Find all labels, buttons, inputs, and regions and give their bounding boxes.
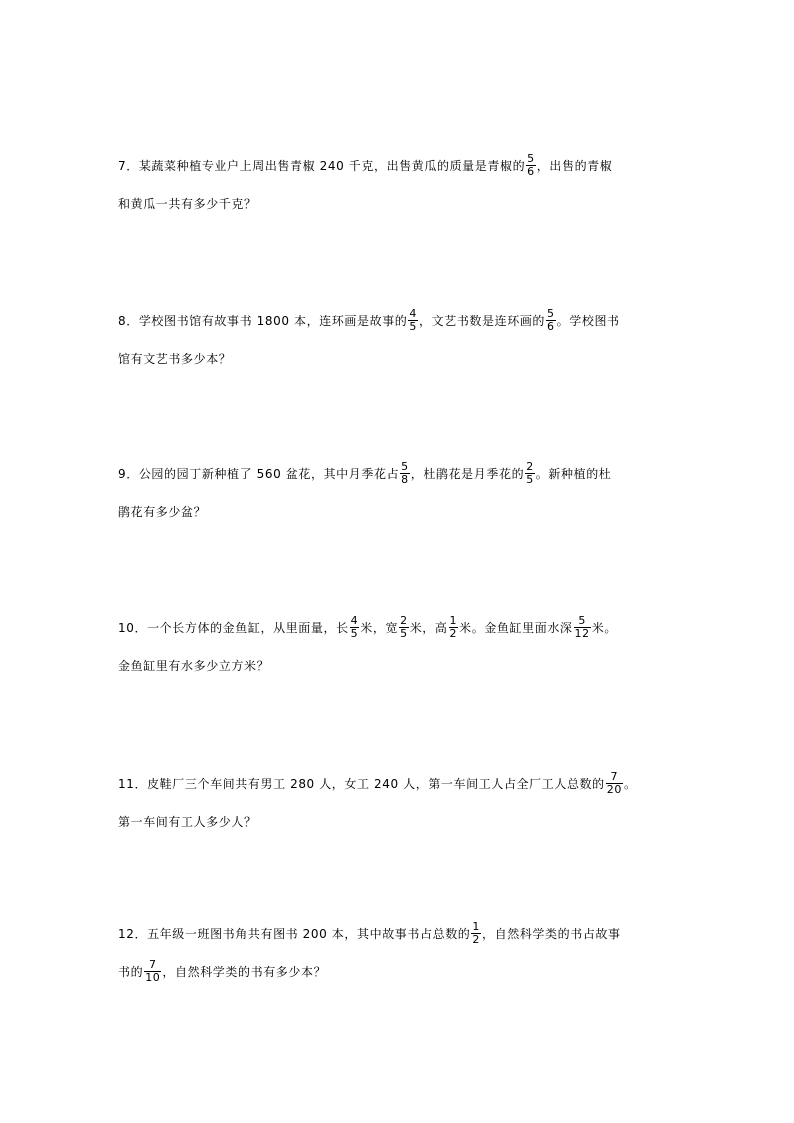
- fraction-numerator: 2: [526, 459, 534, 473]
- fraction-denominator: 12: [574, 626, 590, 640]
- problem-text: 9．公园的园丁新种植了 560 盆花，其中月季花占: [118, 466, 400, 481]
- fraction-denominator: 6: [547, 319, 555, 333]
- problem-text: ，文艺书数是连环画的: [419, 313, 546, 328]
- fraction-denominator: 2: [449, 626, 458, 640]
- problem-text: 。: [623, 776, 637, 791]
- problem-text: 米。金鱼缸里面水深: [459, 620, 573, 635]
- problem-line: [118, 343, 688, 373]
- problem-text: 12．五年级一班图书角共有图书 200 本，其中故事书占总数的: [118, 926, 471, 941]
- problem-line: [118, 918, 688, 948]
- fraction: [526, 153, 536, 178]
- fraction: [350, 615, 360, 640]
- fraction-numerator: 2: [400, 613, 408, 627]
- fraction-numerator: 7: [610, 769, 619, 783]
- fraction-numerator: 5: [578, 613, 586, 627]
- fraction-denominator: 10: [145, 970, 161, 984]
- problem-line: [118, 305, 688, 335]
- problem-text: 。学校图书: [556, 313, 620, 328]
- fraction-numerator: 4: [350, 613, 359, 627]
- fraction-numerator: 7: [149, 957, 157, 971]
- fraction-denominator: 8: [401, 472, 409, 486]
- problem-line: [118, 806, 688, 836]
- problem-text: 和黄瓜一共有多少千克？: [118, 196, 257, 211]
- fraction: [399, 615, 409, 640]
- problem-text: 米，高: [409, 620, 448, 635]
- fraction-denominator: 5: [400, 626, 408, 640]
- problem-text: ，自然科学类的书占故事: [482, 926, 621, 941]
- problem-line: [118, 612, 688, 642]
- fraction: [144, 959, 161, 984]
- fraction-denominator: 2: [472, 932, 481, 946]
- problem-9: [118, 458, 688, 526]
- fraction: [408, 308, 418, 333]
- problem-line: [118, 150, 688, 180]
- fraction-numerator: 1: [472, 919, 481, 933]
- problem-text: ，出售的青椒: [536, 158, 613, 173]
- fraction-numerator: 5: [547, 306, 555, 320]
- fraction-denominator: 5: [350, 626, 359, 640]
- fraction-denominator: 5: [526, 472, 534, 486]
- problem-text: 10．一个长方体的金鱼缸，从里面量，长: [118, 620, 349, 635]
- problem-text: ，杜鹃花是月季花的: [410, 466, 525, 481]
- fraction-numerator: 1: [449, 613, 458, 627]
- fraction-denominator: 20: [606, 782, 622, 796]
- problem-text: 馆有文艺书多少本？: [118, 351, 232, 366]
- fraction-denominator: 6: [527, 164, 535, 178]
- problem-line: [118, 650, 688, 680]
- problem-text: 金鱼缸里有水多少立方米？: [118, 658, 270, 673]
- problem-10: [118, 612, 688, 680]
- fraction: [606, 771, 623, 796]
- fraction: [546, 308, 556, 333]
- fraction-numerator: 5: [401, 459, 409, 473]
- problem-text: 11．皮鞋厂三个车间共有男工 280 人，女工 240 人，第一车间工人占全厂工人总数的: [118, 776, 605, 791]
- fraction: [574, 615, 591, 640]
- fraction-numerator: 5: [527, 151, 535, 165]
- problem-line: [118, 458, 688, 488]
- problem-text: 书的: [118, 964, 144, 979]
- fraction: [525, 461, 535, 486]
- problem-8: [118, 305, 688, 373]
- fraction: [400, 461, 410, 486]
- problem-text: 。新种植的杜: [535, 466, 612, 481]
- problem-text: 米，宽: [360, 620, 399, 635]
- fraction-denominator: 5: [409, 319, 418, 333]
- problem-11: [118, 768, 688, 836]
- problem-text: 米。: [591, 620, 617, 635]
- problem-7: [118, 150, 688, 218]
- problem-line: [118, 188, 688, 218]
- problem-line: [118, 768, 688, 798]
- problem-text: 8．学校图书馆有故事书 1800 本，连环画是故事的: [118, 313, 408, 328]
- fraction: [449, 615, 459, 640]
- problem-text: 第一车间有工人多少人？: [118, 814, 257, 829]
- problem-text: ，自然科学类的书有多少本？: [162, 964, 327, 979]
- problem-line: [118, 956, 688, 986]
- problem-12: [118, 918, 688, 986]
- fraction-numerator: 4: [409, 306, 418, 320]
- problem-line: [118, 496, 688, 526]
- fraction: [471, 921, 481, 946]
- problem-text: 7．某蔬菜种植专业户上周出售青椒 240 千克，出售黄瓜的质量是青椒的: [118, 158, 526, 173]
- problem-text: 鹃花有多少盆？: [118, 504, 207, 519]
